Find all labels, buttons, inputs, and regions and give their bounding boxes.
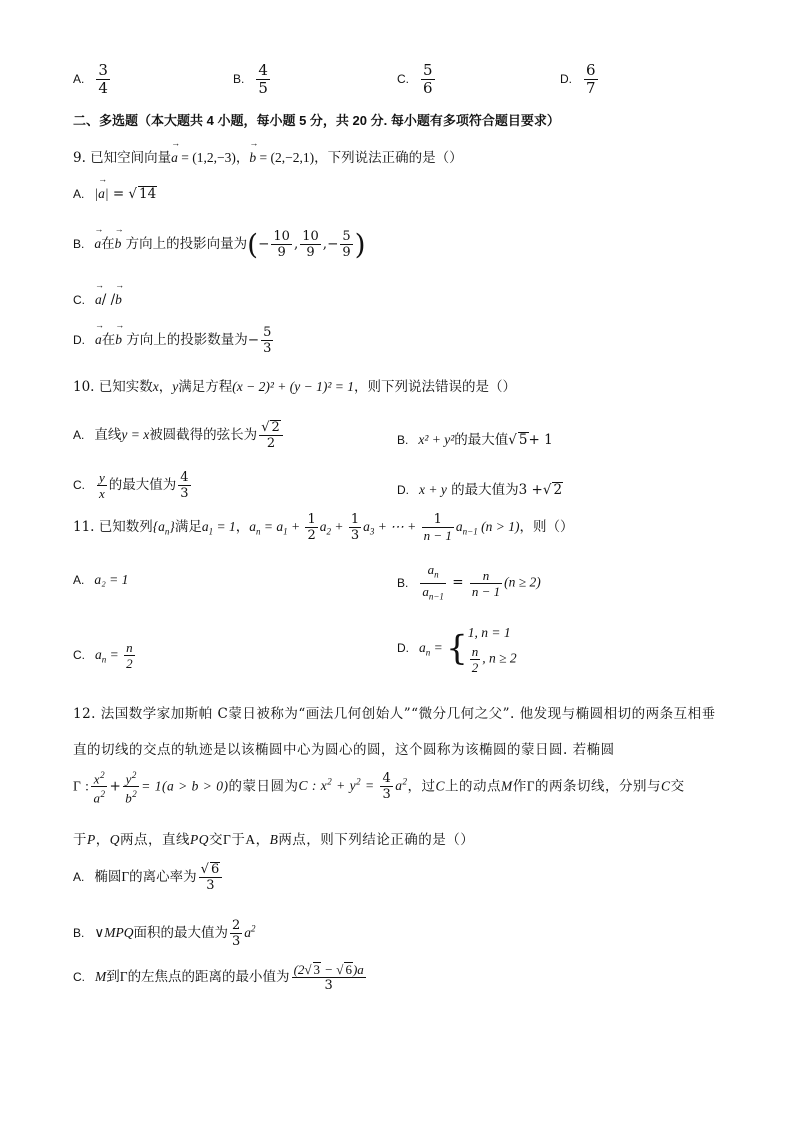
q12-option-b: B. ∨MPQ面积的最大值为 $\frac{2}{3}$ $a^2$ [73, 918, 256, 949]
q10-option-a: A. 直线y = x被圆截得的弦长为 $\frac{√ 2}{2}$ [73, 420, 285, 451]
q10-option-b: B. x² + y²的最大值√ 5+ 1 [397, 432, 553, 448]
q9-option-b: B.→ a在→ b 方向上的投影向量为(− $\frac{10}{9}$ , $\frac{10}{9}$ ,− $\frac{5}{9}$ ) [73, 228, 366, 261]
q11-stem: 11. 已知数列$\{a_n\}$满足$a_1 = 1$，$a_n = a_1$ + $\frac{1}{2}$ $a_2$ + $\frac{1}{3}$ $a_3$ + ⋯ + $\frac{1}{n - 1}$ $a_{n-1}$ (n > 1)，则（） [73, 512, 574, 543]
q8-option-b: B. $\frac{4}{5}$ [233, 61, 268, 97]
q9-stem: 9. 已知空间向量→ a = (1,2,−3)，→ b = (2,−2,1)，下列说法正确的是（） [73, 146, 463, 166]
q12-option-c: C. M到Γ的左焦点的距离的最小值为 $\frac{(2√ 3 - √ 6)a}{3}$ [73, 962, 364, 993]
q12-line-3: Γ : $\frac{x^2}{a^2}$ + $\frac{y^2}{b^2}$ = 1(a > b > 0)的蒙日圆为C : $x^2 + y^2$ = $\frac{4}{3}$ $a^2$，过C上的动点M作Γ的两条切线，分别与C交 [73, 770, 685, 806]
q8-option-c: C. $\frac{5}{6}$ [397, 61, 433, 97]
q9-option-c: C.→ a/ /→ b [73, 292, 122, 308]
section-title: 二、多选题（本大题共 4 小题，每小题 5 分，共 20 分. 每小题有多项符合题目要求） [73, 113, 560, 128]
q10-option-c: C. $\frac{y}{x}$ 的最大值为 $\frac{4}{3}$ [73, 470, 189, 501]
q11-option-d: D. $a_n$ = { 1, n = 1 $\frac{n}{2}$ , n ≥ 2 [397, 625, 517, 675]
q9-option-a: A. |→ a| = √ 14 [73, 186, 157, 202]
q11-option-b: B. $\frac{a_n}{a_{n-1}}$ = $\frac{n}{n - 1}$ (n ≥ 2) [397, 562, 541, 602]
q10-option-d: D. x + y 的最大值为3 +√ 2 [397, 482, 563, 498]
q11-option-c: C. $a_n$ = $\frac{n}{2}$ [73, 640, 133, 671]
q10-stem: 10. 已知实数x，y满足方程(x − 2)² + (y − 1)² = 1，则下列说法错误的是（） [73, 379, 517, 395]
q8-option-a: A. $\frac{3}{4}$ [73, 61, 108, 97]
q11-option-a: A. a₂ = 1 [73, 572, 129, 587]
q12-line-2: 直的切线的交点的轨迹是以该椭圆中心为圆心的圆，这个圆称为该椭圆的蒙日圆. 若椭圆 [73, 742, 615, 758]
q8-option-d: D. $\frac{6}{7}$ [560, 61, 596, 97]
q12-line-4: 于P，Q两点，直线PQ交Γ于A，B两点，则下列结论正确的是（） [73, 832, 475, 848]
q12-line-1: 12. 法国数学家加斯帕 C蒙日被称为“画法几何创始人”“微分几何之父”. 他发现与椭圆相切的两条互相垂 [73, 706, 716, 722]
q9-option-d: D.→ a在→ b 方向上的投影数量为− $\frac{5}{3}$ [73, 325, 275, 356]
q12-option-a: A. 椭圆Γ的离心率为 $\frac{√ 6}{3}$ [73, 862, 224, 893]
